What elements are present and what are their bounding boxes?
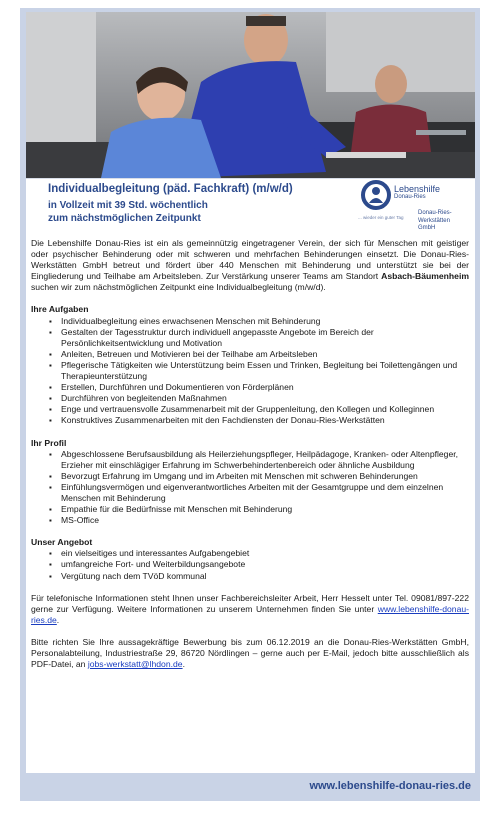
bullet-icon: ▪ <box>49 449 52 459</box>
bullet-icon: ▪ <box>49 316 52 326</box>
list-item <box>31 449 469 471</box>
list-item-text: Vergütung nach dem TVöD kommunal <box>61 570 207 581</box>
list-item-text: Gestalten der Tagesstruktur durch individuell angepasste Angebote im Bereich der Persönlichkeitsentwicklung und Motivation <box>61 326 374 348</box>
header-photo <box>26 12 475 178</box>
logo-name: Lebenshilfe <box>394 184 441 194</box>
list-item <box>31 515 469 526</box>
list-item-text: Einfühlungsvermögen und eigenverantwortliches Arbeiten mit der Gesamtgruppe und dem einzelnen Menschen mit Behinderung <box>61 481 444 503</box>
bullet-icon: ▪ <box>49 482 52 492</box>
bullet-icon: ▪ <box>49 349 52 359</box>
content-panel <box>26 232 475 773</box>
application-paragraph <box>31 637 469 670</box>
bullet-icon: ▪ <box>49 571 52 581</box>
profil-list <box>31 449 469 527</box>
list-item <box>31 382 469 393</box>
bullet-icon: ▪ <box>49 394 52 404</box>
bullet-icon: ▪ <box>49 416 52 426</box>
job-title: Individualbegleitung (päd. Fachkraft) (m/w/d) <box>48 183 293 195</box>
list-item <box>31 316 469 327</box>
website-link[interactable]: www.lebenshilfe-donau-ries.de <box>31 603 469 625</box>
list-item <box>31 482 469 504</box>
email-link[interactable]: jobs-werkstatt@lhdon.de <box>87 659 183 670</box>
bullet-icon: ▪ <box>49 405 52 415</box>
section-heading-aufgaben: Ihre Aufgaben <box>31 304 89 315</box>
logo-tagline: ... wieder ein guter Tag <box>358 215 404 220</box>
logo-mark-icon <box>360 179 392 211</box>
list-item <box>31 360 469 382</box>
list-item <box>31 393 469 404</box>
bullet-icon: ▪ <box>49 383 52 393</box>
list-item <box>31 404 469 415</box>
list-item <box>31 327 469 349</box>
list-item-text: Konstruktives Zusammenarbeiten mit den Fachdiensten der Donau-Ries-Werkstätten <box>61 415 385 426</box>
list-item <box>31 349 469 360</box>
list-item-text: Erstellen, Durchführen und Dokumentieren von Förderplänen <box>61 382 294 393</box>
lebenshilfe-logo <box>356 179 471 231</box>
list-item-text: Bevorzugt Erfahrung im Umgang und im Arbeiten mit Menschen mit schweren Behinderungen <box>61 470 418 481</box>
bullet-icon: ▪ <box>49 549 52 559</box>
list-item-text: Empathie für die Bedürfnisse mit Menschen mit Behinderung <box>61 504 293 515</box>
list-item-text: Abgeschlossene Berufsausbildung als Heilerziehungspfleger, Heilpädagoge, Kranken- oder Altenpfleger, Erzieher mit einschlägiger Erfahrung im Schwerbehindertenbereich oder ähnliche Ausbildung <box>61 448 459 470</box>
list-item <box>31 504 469 515</box>
list-item-text: Individualbegleitung eines erwachsenen Menschen mit Behinderung <box>61 315 321 326</box>
list-item-text: Durchführen von begleitenden Maßnahmen <box>61 393 227 404</box>
section-heading-angebot: Unser Angebot <box>31 537 93 548</box>
contact-paragraph <box>31 593 469 626</box>
list-item <box>31 471 469 482</box>
contact-text: Für telefonische Informationen steht Ihnen unser Fachbereichsleiter Arbeit, Herr Hesselt unter Tel. 09081/897-222 gerne zur Verfügung. Weitere Informationen zu unserem Unternehmen finden Sie unter <box>31 592 469 614</box>
list-item <box>31 571 469 582</box>
bullet-icon: ▪ <box>49 505 52 515</box>
list-item <box>31 548 469 559</box>
bullet-icon: ▪ <box>49 516 52 526</box>
logo-dept-line1: Donau-Ries- <box>418 210 452 216</box>
list-item <box>31 415 469 426</box>
logo-dept-line2: Werkstätten GmbH <box>418 217 450 231</box>
logo-department <box>418 210 468 233</box>
list-item-text: Enge und vertrauensvolle Zusammenarbeit mit der Gruppenleitung, den Kollegen und Kolleginnen <box>61 404 435 415</box>
logo-region: Donau-Ries <box>394 194 426 200</box>
intro-location: Asbach-Bäumenheim <box>381 271 469 282</box>
aufgaben-list <box>31 316 469 427</box>
title-band <box>26 178 475 232</box>
bullet-icon: ▪ <box>49 560 52 570</box>
bullet-icon: ▪ <box>49 360 52 370</box>
job-subtitle-hours: in Vollzeit mit 39 Std. wöchentlich <box>48 200 208 211</box>
job-text <box>31 238 469 681</box>
list-item-text: ein vielseitiges und interessantes Aufgabengebiet <box>61 548 250 559</box>
angebot-list <box>31 548 469 581</box>
intro-text-end: suchen wir zum nächstmöglichen Zeitpunkt eine Individualbegleitung (m/w/d). <box>31 282 326 293</box>
list-item-text: Anleiten, Betreuen und Motivieren bei der Teilhabe am Arbeitsleben <box>61 348 318 359</box>
list-item-text: Pflegerische Tätigkeiten wie Unterstützung beim Essen und Trinken, Begleitung bei Toilettengängen und Therapieunterstützung <box>61 359 458 382</box>
intro-paragraph <box>31 238 469 293</box>
contact-text-end: . <box>56 614 60 625</box>
bullet-icon: ▪ <box>49 471 52 481</box>
list-item-text: umfangreiche Fort- und Weiterbildungsangebote <box>61 559 246 570</box>
bullet-icon: ▪ <box>49 327 52 337</box>
application-text-end: . <box>182 659 185 670</box>
list-item-text: MS-Office <box>61 515 100 526</box>
intro-text: Die Lebenshilfe Donau-Ries ist ein als gemeinnützig eingetragener Verein, der sich für Menschen mit geistiger oder psychischer Behinderung oder mit schweren und mehrfachen Behinderungen einsetzt. Die Donau-Ries-Werkstätten GmbH betreut und fördert über 440 Menschen mit Behinderung und unterstützt sie bei der Eingliederung und Teilhabe am Arbeitsleben. Zur Verstärkung unserer Teams am Standort <box>31 238 469 282</box>
list-item <box>31 559 469 570</box>
section-heading-profil: Ihr Profil <box>31 437 67 448</box>
job-subtitle-start: zum nächstmöglichen Zeitpunkt <box>48 213 201 224</box>
application-text: Bitte richten Sie Ihre aussagekräftige Bewerbung bis zum 06.12.2019 an die Donau-Ries-Werkstätten GmbH, Personalabteilung, Industriestraße 29, 86720 Nördlingen – gerne auch per E-Mail, jedoch bitte ausschließlich als PDF-Datei, an <box>31 636 469 670</box>
footer-website-url: www.lebenshilfe-donau-ries.de <box>309 780 471 792</box>
